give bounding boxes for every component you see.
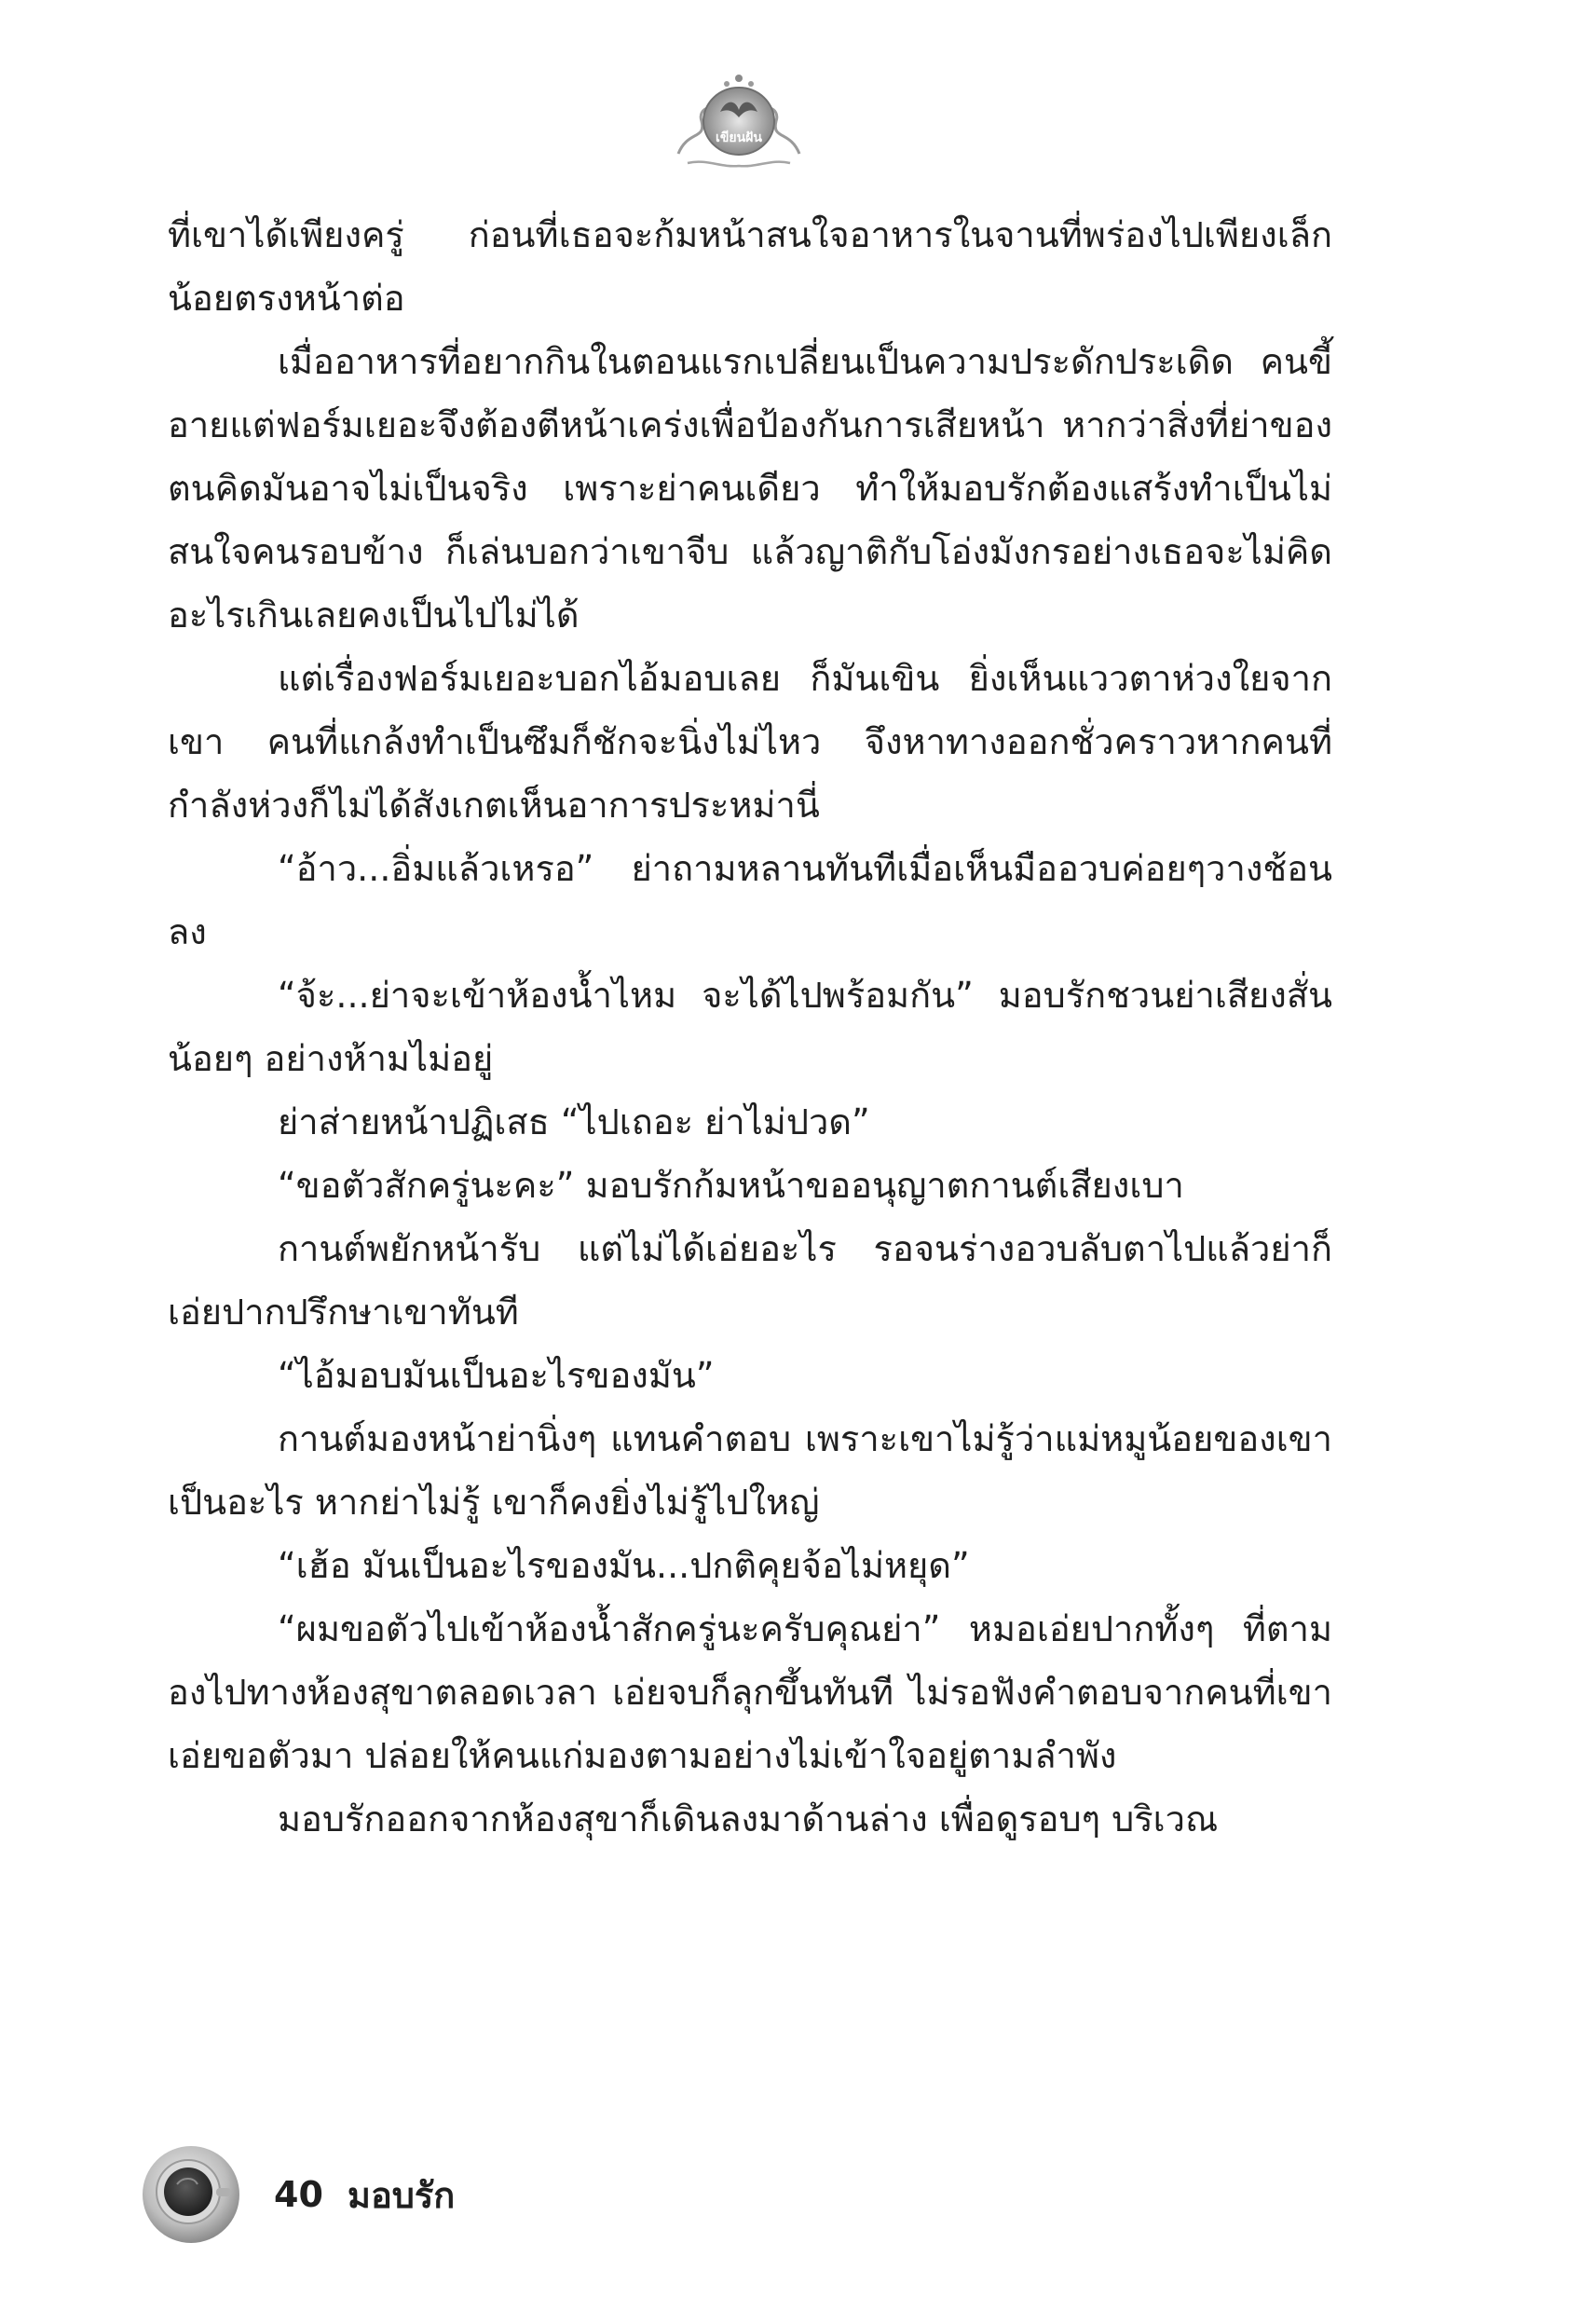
logo-emblem-icon: [669, 65, 809, 177]
paragraph: “เฮ้อ มันเป็นอะไรของมัน...ปกติคุยจ้อไม่หยุด”: [278, 1545, 970, 1586]
paragraph: “ขอตัวสักครู่นะคะ” มอบรักก้มหน้าขออนุญาตกานต์เสียงเบา: [278, 1165, 1184, 1206]
paragraph: เมื่ออาหารที่อยากกินในตอนแรกเปลี่ยนเป็นความประดักประเดิด คนขี้อายแต่ฟอร์มเยอะจึงต้องตีหน้าเคร่งเพื่อป้องกันการเสียหน้า หากว่าสิ่งที่ย่าของตนคิดมันอาจไม่เป็นจริง เพราะย่าคนเดียว ทำให้มอบรักต้องแสร้งทำเป็นไม่สนใจคนรอบข้าง ก็เล่นบอกว่าเขาจีบ แล้วญาติกับโอ่งมังกรอย่างเธอจะไม่คิดอะไรเกินเลยคงเป็นไปไม่ได้: [168, 341, 1332, 636]
paragraph: “ผมขอตัวไปเข้าห้องน้ำสักครู่นะครับคุณย่า” หมอเอ่ยปากทั้งๆ ที่ตามองไปทางห้องสุขาตลอดเวลา เอ่ยจบก็ลุกขึ้นทันที ไม่รอฟังคำตอบจากคนที่เขาเอ่ยขอตัวมา ปล่อยให้คนแก่มองตามอย่างไม่เข้าใจอยู่ตามลำพัง: [168, 1608, 1332, 1776]
page-number: 40: [274, 2174, 323, 2215]
paragraph: มอบรักออกจากห้องสุขาก็เดินลงมาด้านล่าง เพื่อดูรอบๆ บริเวณ: [278, 1798, 1219, 1839]
paragraph: กานต์มองหน้าย่านิ่งๆ แทนคำตอบ เพราะเขาไม่รู้ว่าแม่หมูน้อยของเขาเป็นอะไร หากย่าไม่รู้ เขาก็คงยิ่งไม่รู้ไปใหญ่: [168, 1418, 1332, 1523]
paragraph: “ไอ้มอบมันเป็นอะไรของมัน”: [278, 1355, 715, 1396]
paragraph: แต่เรื่องฟอร์มเยอะบอกไอ้มอบเลย ก็มันเขิน ยิ่งเห็นแววตาห่วงใยจากเขา คนที่แกล้งทำเป็นซึมก็ชักจะนิ่งไม่ไหว จึงหาทางออกชั่วคราวหากคนที่กำลังห่วงก็ไม่ได้สังเกตเห็นอาการประหม่านี่: [168, 658, 1332, 826]
paragraph: กานต์พยักหน้ารับ แต่ไม่ได้เอ่ยอะไร รอจนร่างอวบลับตาไปแล้วย่าก็เอ่ยปากปรึกษาเขาทันที: [168, 1228, 1332, 1333]
page-footer: [140, 2143, 455, 2246]
paragraph: ย่าส่ายหน้าปฏิเสธ “ไปเถอะ ย่าไม่ปวด”: [278, 1101, 870, 1142]
paragraph: “อ้าว...อิ่มแล้วเหรอ” ย่าถามหลานทันทีเมื่อเห็นมืออวบค่อยๆวางช้อนลง: [168, 848, 1332, 952]
paragraph: “จ้ะ...ย่าจะเข้าห้องน้ำไหม จะได้ไปพร้อมกัน” มอบรักชวนย่าเสียงสั่นน้อยๆ อย่างห้ามไม่อยู่: [168, 975, 1332, 1079]
book-title: มอบรัก: [347, 2174, 456, 2216]
header-logo: [669, 65, 809, 177]
coffee-cup-icon: [140, 2143, 242, 2246]
paragraph: ที่เขาได้เพียงครู่ ก่อนที่เธอจะก้มหน้าสนใจอาหารในจานที่พร่องไปเพียงเล็กน้อยตรงหน้าต่อ: [168, 214, 1332, 319]
logo-text: เขียนฝัน: [716, 130, 762, 145]
story-text: [168, 203, 1332, 1851]
